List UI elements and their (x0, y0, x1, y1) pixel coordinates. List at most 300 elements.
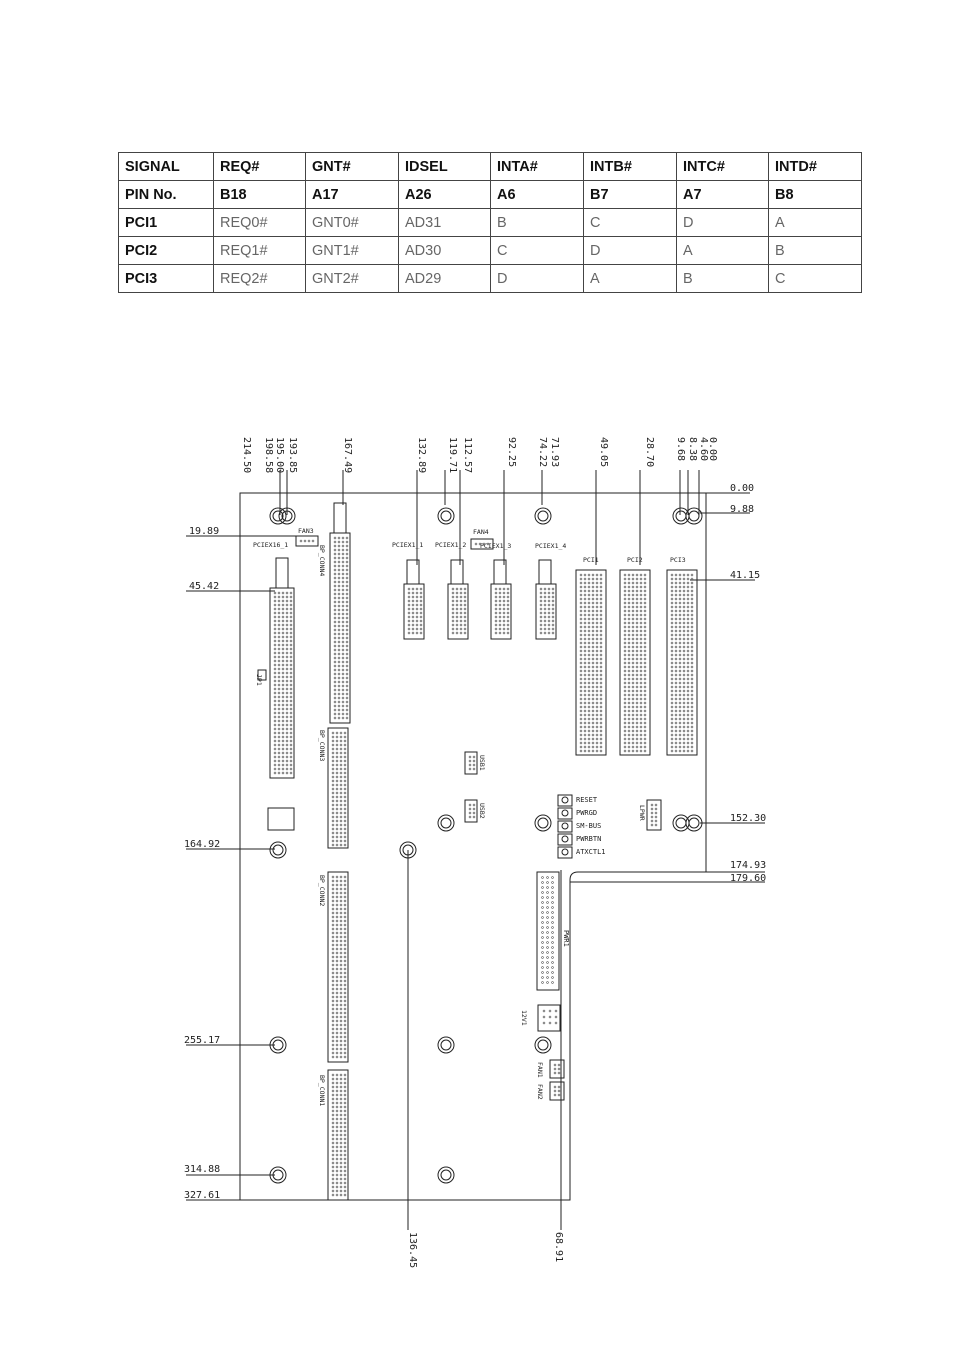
pin (344, 832, 346, 834)
pin (344, 1138, 346, 1140)
pin (675, 670, 677, 672)
pin (340, 788, 342, 790)
pin (600, 658, 602, 660)
pin (691, 682, 693, 684)
pin (336, 912, 338, 914)
mounting-hole-inner (676, 818, 686, 828)
label-pwr1: PWR1 (562, 930, 570, 947)
pin (290, 640, 292, 642)
pin (687, 698, 689, 700)
row-label: PCI1 (119, 209, 214, 237)
pin (338, 657, 340, 659)
pin (344, 936, 346, 938)
pin (683, 742, 685, 744)
pin (340, 1170, 342, 1172)
pin (278, 604, 280, 606)
pin (592, 706, 594, 708)
pin (332, 1178, 334, 1180)
pin (624, 734, 626, 736)
pin (671, 726, 673, 728)
pin (596, 650, 598, 652)
pin (286, 624, 288, 626)
pin (342, 657, 344, 659)
pin (628, 578, 630, 580)
pin (580, 654, 582, 656)
pin (344, 1074, 346, 1076)
pin (340, 772, 342, 774)
pin (507, 608, 509, 610)
pin (628, 714, 630, 716)
pin (600, 634, 602, 636)
pin (636, 682, 638, 684)
pin (691, 654, 693, 656)
pin (332, 1106, 334, 1108)
pin (592, 658, 594, 660)
pin (592, 710, 594, 712)
pin (274, 600, 276, 602)
pin (596, 642, 598, 644)
pin (542, 932, 544, 934)
pin (547, 932, 549, 934)
pin (340, 928, 342, 930)
pin (687, 658, 689, 660)
pin (332, 732, 334, 734)
pin (671, 738, 673, 740)
pin (338, 561, 340, 563)
pin (687, 702, 689, 704)
pin (332, 928, 334, 930)
pin (495, 604, 497, 606)
pin (640, 734, 642, 736)
pin (274, 596, 276, 598)
pin (552, 628, 554, 630)
pin (344, 816, 346, 818)
pin (588, 606, 590, 608)
pin (691, 730, 693, 732)
table-cell: GNT0# (306, 209, 399, 237)
pin (671, 574, 673, 576)
pin (687, 646, 689, 648)
pin (282, 692, 284, 694)
pin (552, 957, 554, 959)
pin (632, 626, 634, 628)
pin (340, 900, 342, 902)
pin (332, 904, 334, 906)
pin (278, 708, 280, 710)
pin (671, 606, 673, 608)
table-cell: C (584, 209, 677, 237)
pin (636, 666, 638, 668)
pin (588, 602, 590, 604)
dim-label-left: 327.61 (184, 1190, 221, 1201)
pin (544, 632, 546, 634)
pin (336, 780, 338, 782)
pin (592, 690, 594, 692)
pin (691, 638, 693, 640)
pin (632, 722, 634, 724)
pin (340, 796, 342, 798)
pin (344, 1040, 346, 1042)
pin (456, 624, 458, 626)
pin (336, 1126, 338, 1128)
pin (332, 1166, 334, 1168)
pin (412, 592, 414, 594)
pin (338, 621, 340, 623)
pin (346, 605, 348, 607)
table-cell: D (677, 209, 769, 237)
pin (632, 666, 634, 668)
pin (332, 936, 334, 938)
pin (552, 877, 554, 879)
pin (344, 984, 346, 986)
pin (679, 622, 681, 624)
pin (278, 752, 280, 754)
pin (469, 804, 471, 806)
pin (495, 592, 497, 594)
pin (691, 670, 693, 672)
pin (540, 588, 542, 590)
pin (286, 736, 288, 738)
pin (542, 877, 544, 879)
pin (346, 677, 348, 679)
pin (632, 674, 634, 676)
pin (679, 742, 681, 744)
pin (632, 738, 634, 740)
pin (342, 541, 344, 543)
pin (679, 646, 681, 648)
pin (580, 698, 582, 700)
pin (336, 1162, 338, 1164)
pin (671, 694, 673, 696)
pin (624, 746, 626, 748)
pin (671, 610, 673, 612)
pin (644, 582, 646, 584)
pin (600, 734, 602, 736)
pin (282, 636, 284, 638)
mounting-hole-inner (441, 1170, 451, 1180)
pin (340, 932, 342, 934)
pin (346, 709, 348, 711)
pin (683, 714, 685, 716)
pin (632, 638, 634, 640)
pin (503, 624, 505, 626)
pin (544, 604, 546, 606)
pin (332, 812, 334, 814)
pin (332, 784, 334, 786)
pin (596, 714, 598, 716)
pin (332, 876, 334, 878)
pin (286, 744, 288, 746)
pin (332, 940, 334, 942)
pin (332, 808, 334, 810)
pin (644, 650, 646, 652)
pin (344, 1086, 346, 1088)
pin (628, 706, 630, 708)
pin (679, 682, 681, 684)
pin (344, 976, 346, 978)
dim-label-top: 9.68 (675, 437, 686, 462)
pin (644, 678, 646, 680)
pin (628, 666, 630, 668)
pin (596, 618, 598, 620)
pin (675, 726, 677, 728)
pin (600, 590, 602, 592)
pin (687, 674, 689, 676)
pin (679, 638, 681, 640)
pin (460, 624, 462, 626)
pin (274, 652, 276, 654)
pin (636, 698, 638, 700)
pin (332, 1110, 334, 1112)
label-fan4: FAN4 (473, 528, 489, 536)
pin (332, 992, 334, 994)
pin (640, 674, 642, 676)
pin (624, 646, 626, 648)
pin (640, 738, 642, 740)
pin (592, 718, 594, 720)
pin (675, 682, 677, 684)
pin (640, 718, 642, 720)
pin (544, 588, 546, 590)
pin (408, 600, 410, 602)
label-fan3: FAN3 (298, 527, 314, 535)
pin (290, 644, 292, 646)
pin (286, 596, 288, 598)
pin (344, 1048, 346, 1050)
pin (286, 772, 288, 774)
pin (346, 689, 348, 691)
pin (592, 602, 594, 604)
pin (540, 620, 542, 622)
pin (344, 1106, 346, 1108)
pin (282, 680, 284, 682)
dim-label-top: 198.58 (263, 437, 274, 474)
pin (336, 1102, 338, 1104)
pin (342, 697, 344, 699)
pin (588, 574, 590, 576)
pin (640, 722, 642, 724)
pin (679, 674, 681, 676)
pin (334, 685, 336, 687)
label-usb1: USB1 (478, 755, 486, 771)
pin (332, 932, 334, 934)
pin (452, 608, 454, 610)
pin (588, 654, 590, 656)
pin (679, 614, 681, 616)
pin (679, 734, 681, 736)
pin (286, 708, 288, 710)
pin (596, 578, 598, 580)
pin (456, 600, 458, 602)
pin (596, 694, 598, 696)
pin (286, 764, 288, 766)
pin (336, 1078, 338, 1080)
pin (671, 602, 673, 604)
pin (274, 768, 276, 770)
pin (340, 760, 342, 762)
pin (683, 738, 685, 740)
pin (584, 750, 586, 752)
pin (344, 932, 346, 934)
mounting-hole (686, 815, 702, 831)
pin (286, 768, 288, 770)
pin (336, 836, 338, 838)
pin (336, 764, 338, 766)
pin (332, 1040, 334, 1042)
pin (334, 697, 336, 699)
pin (495, 588, 497, 590)
pin (342, 689, 344, 691)
pin (628, 682, 630, 684)
pin (552, 892, 554, 894)
label-pci2: PCI2 (627, 556, 643, 564)
pin (588, 670, 590, 672)
pin (290, 756, 292, 758)
pin (344, 1154, 346, 1156)
header-cell: IDSEL (399, 153, 491, 181)
pin (636, 670, 638, 672)
pin (542, 892, 544, 894)
pin (412, 624, 414, 626)
pin (558, 1090, 560, 1092)
pin (412, 588, 414, 590)
pin (346, 553, 348, 555)
pin (346, 701, 348, 703)
pin (540, 632, 542, 634)
pin (596, 730, 598, 732)
pin (592, 634, 594, 636)
pin (416, 628, 418, 630)
pin (336, 1044, 338, 1046)
pin (340, 776, 342, 778)
pin (282, 624, 284, 626)
pin (644, 586, 646, 588)
pin (640, 686, 642, 688)
pin (278, 632, 280, 634)
pin (336, 1146, 338, 1148)
pin (336, 1016, 338, 1018)
pin (290, 696, 292, 698)
pin (679, 726, 681, 728)
pin (340, 1114, 342, 1116)
pin (278, 744, 280, 746)
pin (671, 678, 673, 680)
pin (332, 964, 334, 966)
pin (274, 680, 276, 682)
pin (628, 678, 630, 680)
pin (344, 820, 346, 822)
pin (495, 600, 497, 602)
pin (624, 714, 626, 716)
pin (342, 685, 344, 687)
pin (332, 1142, 334, 1144)
pin (338, 605, 340, 607)
pin (640, 714, 642, 716)
pin (274, 620, 276, 622)
pin (499, 600, 501, 602)
pin (687, 650, 689, 652)
pin (679, 686, 681, 688)
pin (687, 750, 689, 752)
pin (344, 812, 346, 814)
pin (580, 678, 582, 680)
pin (338, 709, 340, 711)
pin (342, 617, 344, 619)
pin (332, 924, 334, 926)
pin (671, 674, 673, 676)
pin (580, 594, 582, 596)
pin (542, 977, 544, 979)
pin (464, 600, 466, 602)
pin (687, 606, 689, 608)
pin (452, 620, 454, 622)
pin (344, 1044, 346, 1046)
label-connector: SM-BUS (576, 822, 602, 830)
pin (495, 616, 497, 618)
pin (636, 742, 638, 744)
pin (473, 760, 475, 762)
pin (346, 593, 348, 595)
pin (274, 752, 276, 754)
pin (592, 694, 594, 696)
pin (278, 656, 280, 658)
pin (332, 1028, 334, 1030)
pin (596, 678, 598, 680)
pin (336, 964, 338, 966)
pin (340, 912, 342, 914)
pin (592, 674, 594, 676)
pin (555, 1016, 557, 1018)
pin (278, 728, 280, 730)
pin (332, 768, 334, 770)
pin (640, 598, 642, 600)
pin (416, 612, 418, 614)
pin (340, 1126, 342, 1128)
pin (336, 1056, 338, 1058)
pin (584, 638, 586, 640)
pin (286, 760, 288, 762)
pin (596, 602, 598, 604)
pin (675, 730, 677, 732)
pin (278, 668, 280, 670)
pin (687, 594, 689, 596)
pin (632, 614, 634, 616)
pin (344, 884, 346, 886)
pin (544, 620, 546, 622)
pin (286, 616, 288, 618)
pin-cell: A26 (399, 181, 491, 209)
pwr1-connector (537, 872, 559, 990)
pin (628, 650, 630, 652)
table-cell: A (584, 265, 677, 293)
pin (332, 988, 334, 990)
pin (644, 738, 646, 740)
pin (338, 685, 340, 687)
pin (278, 640, 280, 642)
pin (584, 666, 586, 668)
pin (632, 634, 634, 636)
pin (644, 686, 646, 688)
pin (588, 750, 590, 752)
pin (691, 586, 693, 588)
pin (507, 620, 509, 622)
pin (640, 750, 642, 752)
table-cell: B (491, 209, 584, 237)
pin (542, 947, 544, 949)
pin (334, 605, 336, 607)
mounting-hole (438, 1167, 454, 1183)
pin (683, 734, 685, 736)
